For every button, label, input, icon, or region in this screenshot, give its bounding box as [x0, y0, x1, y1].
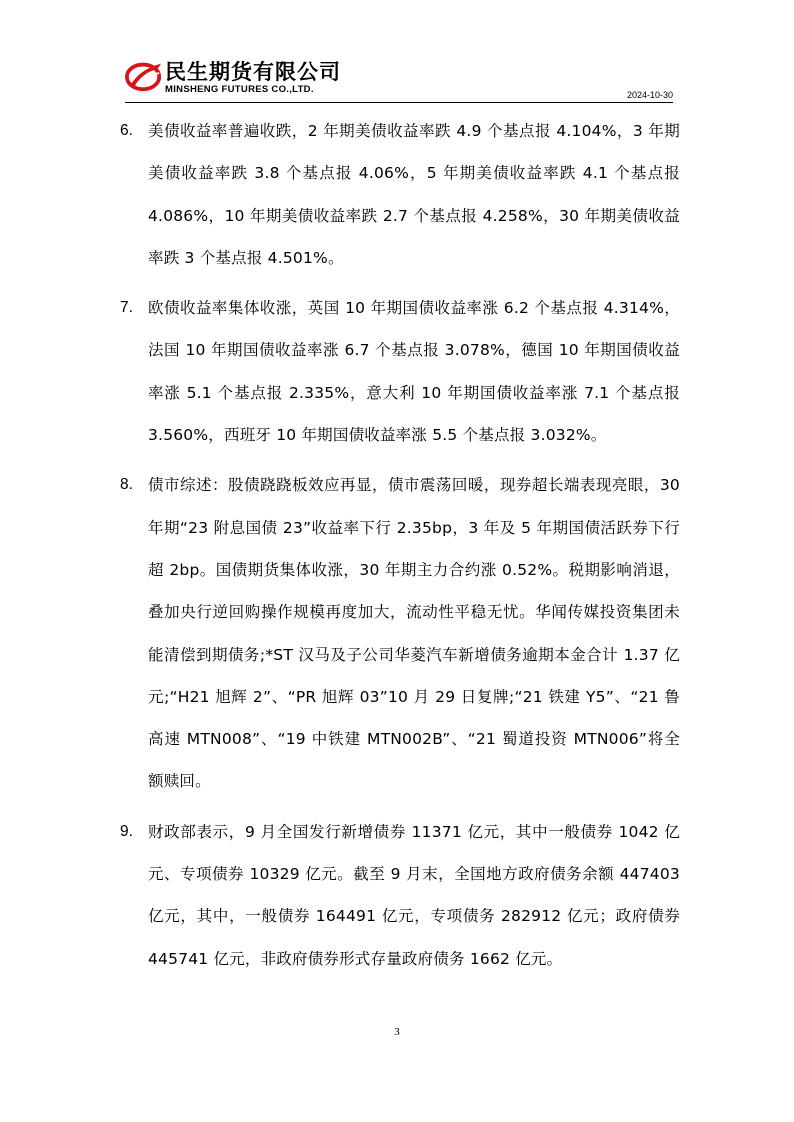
item-text: 财政部表示，9 月全国发行新增债券 11371 亿元，其中一般债券 1042 亿元、专项债券 10329 亿元。截至 9 月末，全国地方政府债务余额 447403 亿元，其中，一般债券 164491 亿元，专项债务 282912 亿元；政府债券 445741 亿元，非政府债券形式存量政府债务 1662 亿元。	[148, 822, 680, 968]
item-text: 美债收益率普遍收跌，2 年期美债收益率跌 4.9 个基点报 4.104%，3 年期美债收益率跌 3.8 个基点报 4.06%，5 年期美债收益率跌 4.1 个基点报 4.086%，10 年期美债收益率跌 2.7 个基点报 4.258%，30 年期美债收益率跌 3 个基点报 4.501%。	[148, 122, 680, 267]
list-item	[120, 464, 680, 802]
list-item	[120, 110, 680, 279]
item-number: 9.	[120, 822, 133, 840]
company-name-en: MINSHENG FUTURES CO.,LTD.	[165, 84, 314, 95]
company-name-cn: 民生期货有限公司	[165, 60, 341, 84]
header-divider	[125, 102, 673, 103]
news-list	[120, 110, 680, 988]
page-number: 3	[394, 1026, 400, 1038]
item-text: 欧债收益率集体收涨，英国 10 年期国债收益率涨 6.2 个基点报 4.314%，法国 10 年期国债收益率涨 6.7 个基点报 3.078%，德国 10 年期国债收益率涨 5.1 个基点报 2.335%，意大利 10 年期国债收益率涨 7.1 个基点报 3.560%，西班牙 10 年期国债收益率涨 5.5 个基点报 3.032%。	[148, 299, 680, 445]
list-item	[120, 811, 680, 980]
item-number: 8.	[120, 476, 133, 494]
item-text: 债市综述：股债跷跷板效应再显，债市震荡回暖，现券超长端表现亮眼，30 年期“23 附息国债 23”收益率下行 2.35bp，3 年及 5 年期国债活跃券下行超 2bp。国债期货集体收涨，30 年期主力合约涨 0.52%。税期影响消退，叠加央行逆回购操作规模再度加大，流动性平稳无忧。华闻传媒投资集团未能清偿到期债务;*ST 汉马及子公司华菱汽车新增债务逾期本金合计 1.37 亿元;“H21 旭辉 2”、“PR 旭辉 03”10 月 29 日复牌;“21 铁建 Y5”、“21 鲁高速 MTN008”、“19 中铁建 MTN002B”、“21 蜀道投资 MTN006”将全额赎回。	[148, 476, 680, 791]
minsheng-logo-icon	[125, 56, 163, 94]
list-item	[120, 287, 680, 456]
item-number: 7.	[120, 299, 133, 317]
item-number: 6.	[120, 122, 133, 139]
page-header	[125, 52, 673, 102]
report-date: 2024-10-30	[626, 90, 673, 100]
